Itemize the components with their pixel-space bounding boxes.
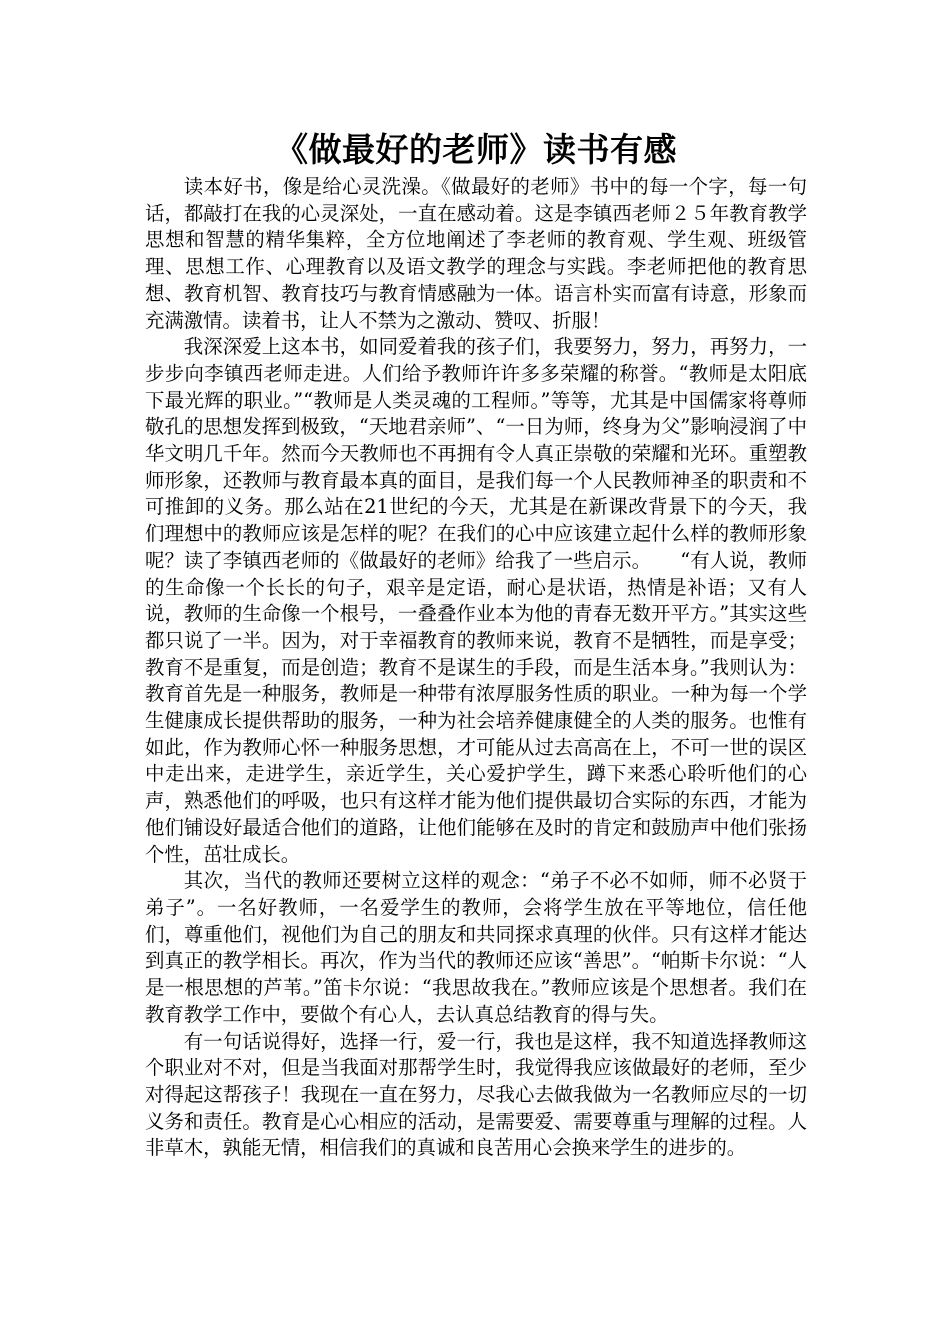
document-title: 《做最好的老师》读书有感 xyxy=(275,130,677,169)
paragraph-4: 有一句话说得好，选择一行，爱一行，我也是这样，我不知道选择教师这个职业对不对，但是当我面对那帮学生时，我觉得我应该做最好的老师，至少对得起这帮孩子！我现在一直在努力，尽我心去做我做为一名教师应尽的一切义务和责任。教育是心心相应的活动，是需要爱、需要尊重与理解的过程。人非草木，孰能无情，相信我们的真诚和良苦用心会换来学生的进步的。 xyxy=(145,1029,807,1160)
document-page xyxy=(145,128,807,1162)
paragraph-2: 我深深爱上这本书，如同爱着我的孩子们，我要努力，努力，再努力，一步步向李镇西老师走进。人们给予教师许许多多荣耀的称誉。“教师是太阳底下最光辉的职业。”“教师是人类灵魂的工程师。”等等，尤其是中国儒家将尊师敬孔的思想发挥到极致，“天地君亲师”、“一日为师，终身为父”影响浸润了中华文明几千年。然而今天教师也不再拥有令人真正崇敬的荣耀和光环。重塑教师形象，还教师与教育最本真的面目，是我们每一个人民教师神圣的职责和不可推卸的义务。那么站在21世纪的今天，尤其是在新课改背景下的今天，我们理想中的教师应该是怎样的呢？在我们的心中应该建立起什么样的教师形象呢？读了李镇西老师的《做最好的老师》给我了一些启示。 “有人说，教师的生命像一个长长的句子，艰辛是定语，耐心是状语，热情是补语；又有人说，教师的生命像一个根号，一叠叠作业本为他的青春无数开平方。”其实这些都只说了一半。因为，对于幸福教育的教师来说，教育不是牺牲，而是享受；教育不是重复，而是创造；教育不是谋生的手段，而是生活本身。”我则认为：教育首先是一种服务，教师是一种带有浓厚服务性质的职业。一种为每一个学生健康成长提供帮助的服务，一种为社会培养健康健全的人类的服务。也惟有如此，作为教师心怀一种服务思想，才可能从过去高高在上，不可一世的误区中走出来，走进学生，亲近学生，关心爱护学生，蹲下来悉心聆听他们的心声，熟悉他们的呼吸，也只有这样才能为他们提供最切合实际的东西，才能为他们铺设好最适合他们的道路，让他们能够在及时的肯定和鼓励声中他们张扬个性，茁壮成长。 xyxy=(145,335,807,866)
paragraph-3: 其次，当代的教师还要树立这样的观念：“弟子不必不如师，师不必贤于弟子”。一名好教师，一名爱学生的教师，会将学生放在平等地位，信任他们，尊重他们，视他们为自己的朋友和共同探求真理的伙伴。只有这样才能达到真正的教学相长。再次，作为当代的教师还应该“善思”。“帕斯卡尔说：“人是一根思想的芦苇。”笛卡尔说：“我思故我在。”教师应该是个思想者。我们在教育教学工作中，要做个有心人，去认真总结教育的得与失。 xyxy=(145,869,807,1026)
paragraph-1: 读本好书，像是给心灵洗澡。《做最好的老师》书中的每一个字，每一句话，都敲打在我的心灵深处，一直在感动着。这是李镇西老师２５年教育教学思想和智慧的精华集粹，全方位地阐述了李老师的教育观、学生观、班级管理、思想工作、心理教育以及语文教学的理念与实践。李老师把他的教育思想、教育机智、教育技巧与教育情感融为一体。语言朴实而富有诗意，形象而充满激情。读着书，让人不禁为之激动、赞叹、折服！ xyxy=(145,175,807,332)
